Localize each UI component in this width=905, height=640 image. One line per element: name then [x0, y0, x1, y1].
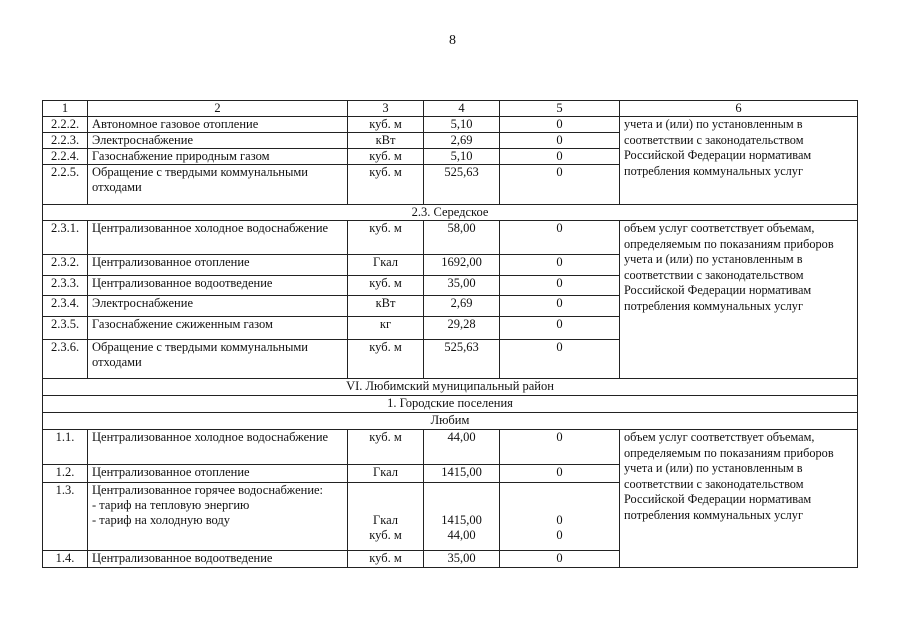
value-col5: 0: [500, 296, 620, 317]
row-number: 1.3.: [43, 483, 88, 551]
section-row: [43, 205, 858, 221]
sub-item-heat: - тариф на тепловую энергию: [92, 498, 250, 512]
row-number: 1.2.: [43, 465, 88, 483]
row-number: 2.2.3.: [43, 133, 88, 149]
column-header: 3: [348, 101, 424, 117]
unit: куб. м: [348, 221, 424, 255]
value-col4: 35,00: [424, 551, 500, 568]
value-col4: [424, 483, 500, 551]
section-title-lyubim: Любим: [43, 413, 858, 430]
unit: куб. м: [348, 276, 424, 296]
service-name: Централизованное водоотведение: [88, 276, 348, 296]
table-row: [43, 221, 858, 255]
page-number: 8: [449, 33, 456, 48]
table-header-row: [43, 101, 858, 117]
column-header: 1: [43, 101, 88, 117]
value-col4: 44,00: [424, 430, 500, 465]
section-row: [43, 413, 858, 430]
section-title-district: VI. Любимский муниципальный район: [43, 379, 858, 396]
value-col5: 0: [500, 133, 620, 149]
value-col5: 0: [500, 340, 620, 379]
row-number: 1.1.: [43, 430, 88, 465]
value-col5: [500, 483, 620, 551]
service-name: Централизованное холодное водоснабжение: [88, 430, 348, 465]
row-number: 2.3.1.: [43, 221, 88, 255]
value-col5: 0: [500, 317, 620, 340]
value-col4: 1692,00: [424, 255, 500, 276]
tariff-table: [42, 100, 858, 568]
unit: [348, 483, 424, 551]
service-name: Централизованное холодное водоснабжение: [88, 221, 348, 255]
service-name: Электроснабжение: [88, 133, 348, 149]
table-row: [43, 117, 858, 133]
column-header: 6: [620, 101, 858, 117]
service-name: Газоснабжение природным газом: [88, 149, 348, 165]
value-col4: 2,69: [424, 296, 500, 317]
unit: Гкал: [348, 255, 424, 276]
row-number: 1.4.: [43, 551, 88, 568]
column-header: 4: [424, 101, 500, 117]
row-number: 2.3.4.: [43, 296, 88, 317]
service-name: Электроснабжение: [88, 296, 348, 317]
service-name: Обращение с твердыми коммунальными отходами: [88, 340, 348, 379]
note-cell: учета и (или) по установленным в соответствии с законодательством Российской Федерации нормативам потребления коммунальных услуг: [620, 117, 858, 205]
unit: Гкал: [348, 465, 424, 483]
value-col5: 0: [500, 276, 620, 296]
row-number: 2.3.2.: [43, 255, 88, 276]
section-title-seredskoe: 2.3. Середское: [43, 205, 858, 221]
unit: куб. м: [348, 117, 424, 133]
service-name: Автономное газовое отопление: [88, 117, 348, 133]
service-name: [88, 483, 348, 551]
row-number: 2.2.2.: [43, 117, 88, 133]
column-header: 2: [88, 101, 348, 117]
unit: куб. м: [348, 551, 424, 568]
note-cell: объем услуг соответствует объемам, определяемым по показаниям приборов учета и (или) по установленным в соответствии с законодательством Российской Федерации нормативам потребления коммунальных услуг: [620, 430, 858, 568]
value-col4: 35,00: [424, 276, 500, 296]
section-title-urban: 1. Городские поселения: [43, 396, 858, 413]
section-row: [43, 379, 858, 396]
section-row: [43, 396, 858, 413]
row-number: 2.3.6.: [43, 340, 88, 379]
value-col5: 0: [500, 117, 620, 133]
unit: кг: [348, 317, 424, 340]
table-row: [43, 430, 858, 465]
unit: кВт: [348, 296, 424, 317]
sub-value5-cold-water: 0: [556, 528, 563, 542]
row-number: 2.2.4.: [43, 149, 88, 165]
note-cell: объем услуг соответствует объемам, определяемым по показаниям приборов учета и (или) по установленным в соответствии с законодательством Российской Федерации нормативам потребления коммунальных услуг: [620, 221, 858, 379]
unit: куб. м: [348, 165, 424, 205]
unit: куб. м: [348, 430, 424, 465]
row-number: 2.3.5.: [43, 317, 88, 340]
value-col4: 525,63: [424, 340, 500, 379]
value-col5: 0: [500, 149, 620, 165]
service-name: Газоснабжение сжиженным газом: [88, 317, 348, 340]
sub-unit-cold-water: куб. м: [369, 528, 402, 542]
value-col5: 0: [500, 430, 620, 465]
value-col4: 5,10: [424, 149, 500, 165]
value-col5: 0: [500, 465, 620, 483]
service-name-main: Централизованное горячее водоснабжение:: [92, 483, 324, 497]
unit: куб. м: [348, 340, 424, 379]
value-col5: 0: [500, 221, 620, 255]
service-name: Централизованное отопление: [88, 255, 348, 276]
service-name: Обращение с твердыми коммунальными отходами: [88, 165, 348, 205]
value-col5: 0: [500, 165, 620, 205]
value-col5: 0: [500, 255, 620, 276]
value-col4: 5,10: [424, 117, 500, 133]
row-number: 2.2.5.: [43, 165, 88, 205]
sub-unit-heat: Гкал: [372, 513, 398, 527]
unit: кВт: [348, 133, 424, 149]
unit: куб. м: [348, 149, 424, 165]
value-col4: 525,63: [424, 165, 500, 205]
sub-item-cold-water: - тариф на холодную воду: [92, 513, 231, 527]
value-col5: 0: [500, 551, 620, 568]
value-col4: 29,28: [424, 317, 500, 340]
service-name: Централизованное отопление: [88, 465, 348, 483]
value-col4: 2,69: [424, 133, 500, 149]
sub-value4-heat: 1415,00: [441, 513, 482, 527]
value-col4: 1415,00: [424, 465, 500, 483]
service-name: Централизованное водоотведение: [88, 551, 348, 568]
sub-value5-heat: 0: [556, 513, 563, 527]
sub-value4-cold-water: 44,00: [447, 528, 476, 542]
row-number: 2.3.3.: [43, 276, 88, 296]
column-header: 5: [500, 101, 620, 117]
value-col4: 58,00: [424, 221, 500, 255]
